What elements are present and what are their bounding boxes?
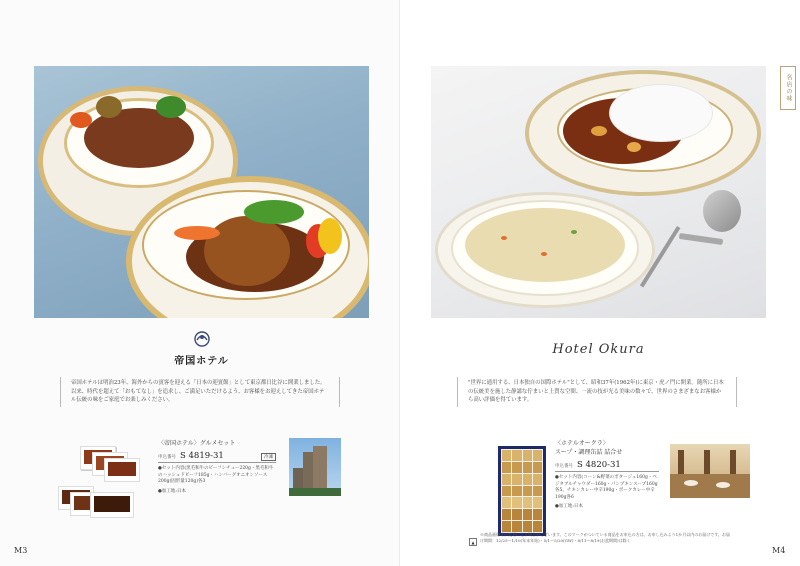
delivery-mark-icon: ▲ xyxy=(469,538,477,546)
brand-name: 帝国ホテル xyxy=(174,356,229,367)
product-origin: ●加工地:日本 xyxy=(555,504,583,509)
imperial-hotel-logo-icon xyxy=(191,330,213,348)
product-title-line1: 〈ホテルオークラ〉 xyxy=(555,440,609,447)
product-details: ●セット内容(黒毛和牛のビーフシチュー220g・黒毛和牛のハッシュドビーフ185g・ハンバーグオニオンソース200g(固形量120g)各3 xyxy=(158,466,274,484)
product-title: 〈帝国ホテル〉グルメセット xyxy=(158,440,236,447)
page-number: M3 xyxy=(14,546,28,555)
imperial-hotel-brand xyxy=(34,330,369,367)
okura-product-info xyxy=(555,438,659,511)
order-label: 申込番号 xyxy=(555,464,573,469)
restaurant-interior-photo xyxy=(670,444,750,498)
imperial-product-info xyxy=(158,438,276,495)
order-code: S 4819-31 xyxy=(180,451,224,461)
hotel-okura-brand xyxy=(431,330,766,357)
footnote: ※商品画像等が変更になる場合がございます。このマークがついている商品をお申込の方は、お申し込みより1か月以内のお届けです。お届け期間：12/25～1/10(年末年始)・5/1～5/20(GW)・8/11～8/19(お盆期間)は除く xyxy=(480,532,730,543)
order-code: S 4820-31 xyxy=(577,460,621,470)
page-number: M4 xyxy=(772,546,786,555)
category-side-tab: 名店の味 xyxy=(780,66,796,110)
hotel-okura-logo: Hotel Okura xyxy=(552,342,645,357)
product-package-image xyxy=(80,440,150,518)
imperial-hotel-dish-photo xyxy=(34,66,369,318)
product-title-line2: スープ・調理缶詰 詰合せ xyxy=(555,449,623,456)
brand-description: "世界に通用する、日本独自の国際ホテル"として、昭和37年(1962年)に東京・虎ノ門に開業。随所に日本の伝統美を施した静謐な佇まいと上質な空間、一流の技が光る美味の数々で、世界のさまざまなお客様から高い評価を得ています。 xyxy=(457,377,737,407)
hotel-okura-dish-photo xyxy=(431,66,766,318)
order-label: 申込番号 xyxy=(158,455,176,460)
brand-description: 帝国ホテルは明治23年、海外からの賓客を迎える「日本の迎賓館」として東京都日比谷に開業しました。以来、時代を超えて「おもてなし」を追求し、ご満足いただけるよう、お客様をお迎えしてきた帝国ホテル伝統の味をご家庭でお楽しみください。 xyxy=(60,377,340,407)
right-page xyxy=(400,0,800,566)
product-details: ●セット内容(コーン&野菜のポタージュ160g・ベジタブルチャウダー160g・パンプキンスープ160g各5、チキンカレー中辛190g・ポークカレー中辛190g各6 xyxy=(555,475,658,500)
order-row xyxy=(158,451,276,463)
frozen-tag: 冷凍 xyxy=(261,453,276,461)
product-origin: ●加工地:日本 xyxy=(158,488,186,494)
order-row xyxy=(555,460,659,472)
hotel-building-photo xyxy=(289,438,341,496)
product-package-image xyxy=(498,446,546,536)
